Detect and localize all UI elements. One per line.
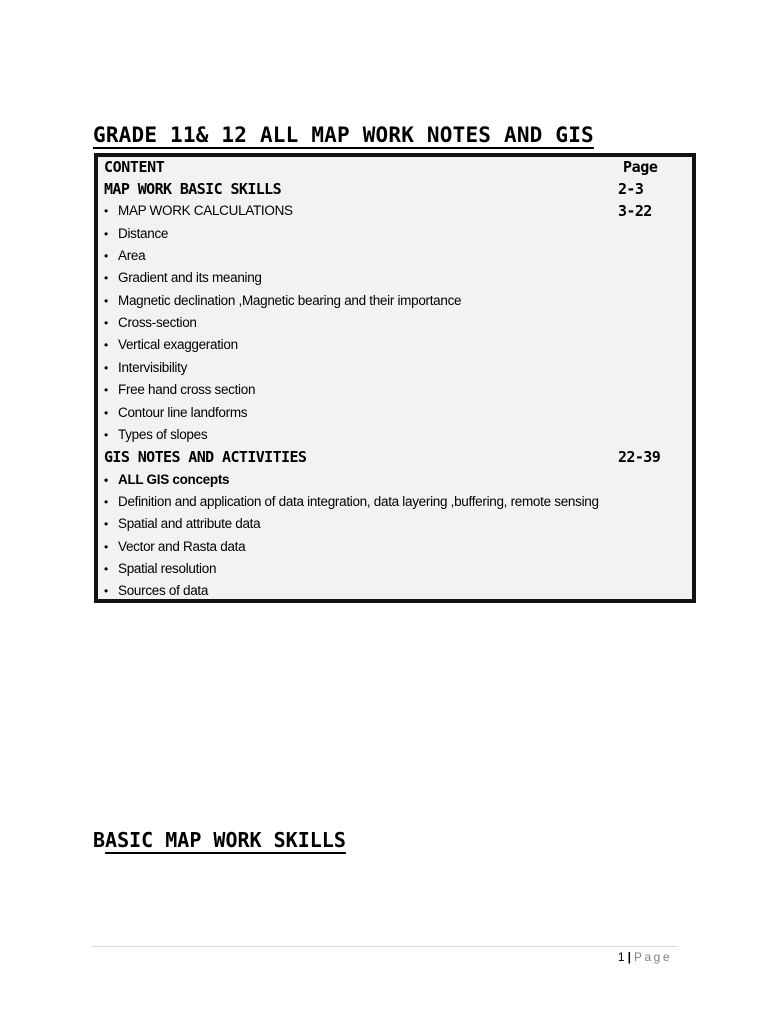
toc-section-row [104,178,686,200]
bullet-icon: • [104,494,108,509]
toc-item-row [104,491,686,513]
toc-header-page: Page [623,158,658,176]
toc-item-text [104,379,255,401]
toc-text: Vector and Rasta data [118,538,246,554]
page-word: Page [633,950,672,964]
toc-item-row [104,290,686,312]
toc-item-text [104,290,461,312]
toc-item-row [104,558,686,580]
toc-text: Spatial and attribute data [118,516,261,532]
bullet-icon: • [104,249,108,264]
toc-item-row [104,580,686,602]
toc-text: Distance [118,225,169,241]
toc-page-range: 2-3 [618,180,644,198]
toc-text: ALL GIS concepts [118,471,230,487]
toc-item-row [104,245,686,267]
toc-item-row [104,469,686,491]
footer-separator: | [627,950,631,964]
bullet-icon: • [104,226,108,241]
bullet-icon: • [104,427,108,442]
toc-text: Types of slopes [118,426,208,442]
toc-item-row [104,312,686,334]
toc-item-text [104,200,293,222]
toc-item-text [104,469,229,491]
toc-section-row [104,446,686,468]
bullet-icon: • [104,204,108,219]
bullet-icon: • [104,383,108,398]
toc-item-row [104,424,686,446]
bullet-icon: • [104,561,108,576]
toc-item-text [104,267,262,289]
toc-item-row [104,223,686,245]
bullet-icon: • [104,316,108,331]
bullet-icon: • [104,271,108,286]
toc-text: Cross-section [118,315,197,331]
toc-text: Sources of data [118,583,209,599]
bullet-icon: • [104,539,108,554]
toc-page-range: 22-39 [618,448,661,467]
toc-item-row [104,267,686,289]
toc-section-title [104,446,306,468]
section-heading [93,824,346,856]
toc-item-row [104,200,686,222]
page-number: 1 [617,950,625,964]
toc-text: Vertical exaggeration [118,337,238,353]
section-heading-initial: B [93,828,106,852]
toc-text: GIS NOTES AND ACTIVITIES [104,448,307,467]
toc-text: Magnetic declination ,Magnetic bearing and their importance [118,292,462,308]
section-heading-rest: ASIC MAP WORK SKILLS [105,828,346,852]
toc-item-text [104,491,599,513]
toc-section-title [104,178,281,200]
toc-header-label: CONTENT [104,158,165,176]
toc-item-text [104,580,208,602]
toc-item-row [104,334,686,356]
toc-text: MAP WORK CALCULATIONS [118,203,293,219]
toc-item-row [104,379,686,401]
toc-text: Area [118,248,146,264]
toc-text: Contour line landforms [118,404,248,420]
page-footer [618,948,672,966]
toc-item-text [104,558,216,580]
bullet-icon: • [104,405,108,420]
toc-item-text [104,536,245,558]
toc-item-row [104,357,686,379]
bullet-icon: • [104,584,108,599]
bullet-icon: • [104,472,108,487]
toc-item-text [104,223,168,245]
toc-text: MAP WORK BASIC SKILLS [104,180,282,198]
toc-text: Spatial resolution [118,560,217,576]
toc-item-row [104,402,686,424]
toc-item-text [104,424,207,446]
toc-item-text [104,334,238,356]
toc-page-range: 3-22 [618,202,652,221]
footer-divider [92,946,678,947]
toc-item-text [104,513,260,535]
toc-item-text [104,312,197,334]
bullet-icon: • [104,338,108,353]
toc-item-text [104,245,145,267]
toc-item-row [104,536,686,558]
table-of-contents [94,153,696,603]
bullet-icon: • [104,293,108,308]
toc-text: Definition and application of data integration, data layering ,buffering, remote sensing [118,493,599,509]
bullet-icon: • [104,517,108,532]
toc-item-text [104,402,247,424]
toc-text: Intervisibility [118,359,188,375]
toc-text: Gradient and its meaning [118,270,262,286]
toc-item-text [104,357,187,379]
toc-text: Free hand cross section [118,382,256,398]
document-title: GRADE 11& 12 ALL MAP WORK NOTES AND GIS [93,123,594,147]
toc-header-row [104,156,686,178]
bullet-icon: • [104,360,108,375]
toc-item-row [104,513,686,535]
